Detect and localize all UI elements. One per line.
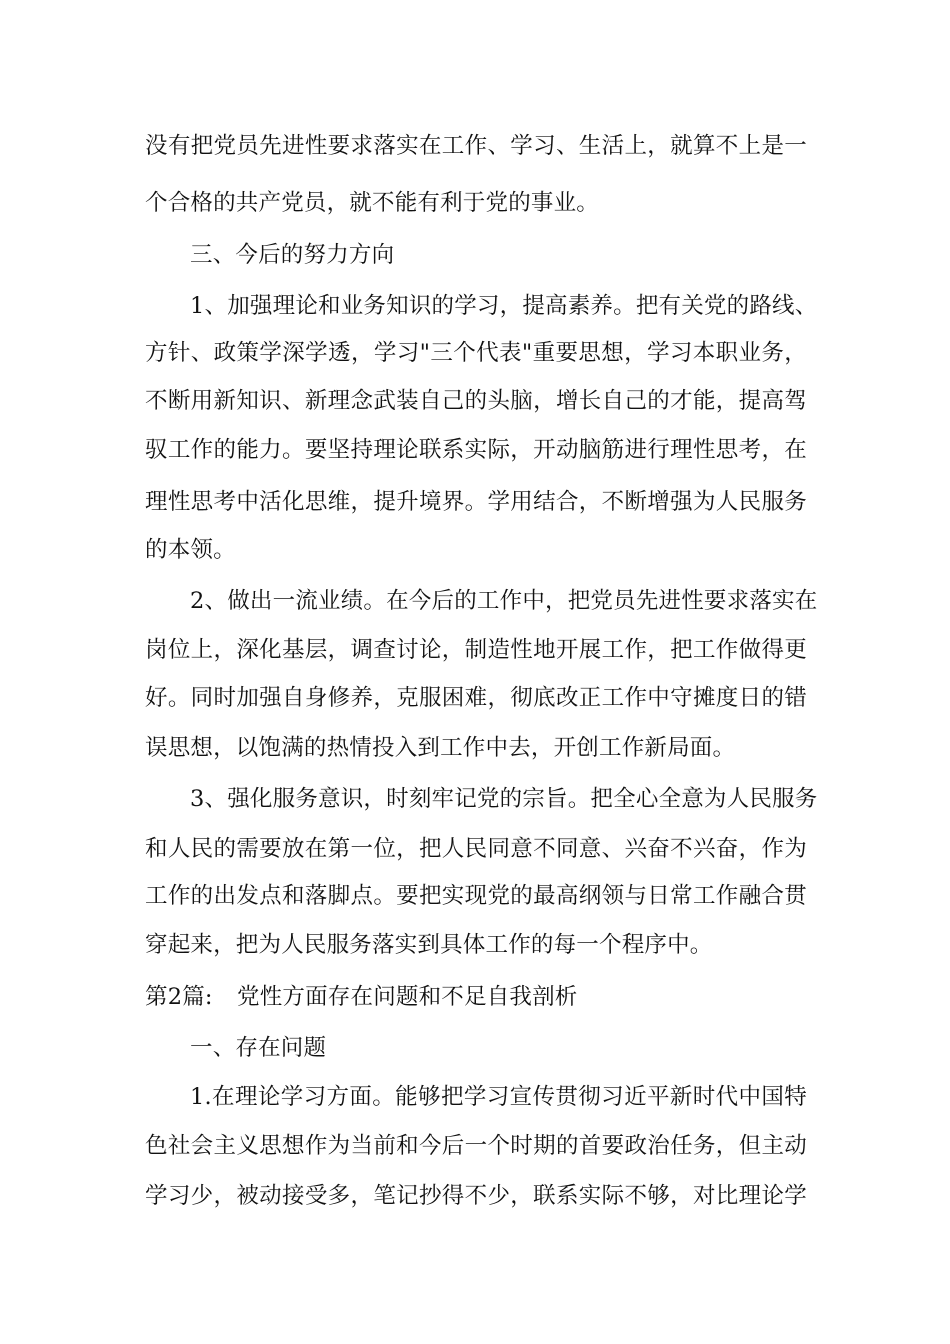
paragraph-line: 驭工作的能力。要坚持理论联系实际，开动脑筋进行理性思考，在	[145, 437, 807, 463]
paragraph-line: 方针、政策学深学透，学习"三个代表"重要思想，学习本职业务，	[145, 340, 807, 366]
paragraph-line: 个合格的共产党员，就不能有利于党的事业。	[145, 190, 600, 216]
chapter-title: 党性方面存在问题和不足自我剖析	[237, 984, 578, 1010]
chapter-label: 第2篇:	[145, 984, 213, 1010]
paragraph-line: 岗位上，深化基层，调查讨论，制造性地开展工作，把工作做得更	[145, 637, 807, 663]
paragraph-line: 2、做出一流业绩。在今后的工作中，把党员先进性要求落实在	[190, 588, 818, 614]
paragraph-line: 色社会主义思想作为当前和今后一个时期的首要政治任务，但主动	[145, 1133, 807, 1159]
paragraph-line: 误思想，以饱满的热情投入到工作中去，开创工作新局面。	[145, 735, 736, 761]
section-heading: 三、今后的努力方向	[190, 242, 395, 268]
paragraph-line: 和人民的需要放在第一位，把人民同意不同意、兴奋不兴奋，作为	[145, 836, 807, 862]
paragraph-line: 学习少，被动接受多，笔记抄得不少，联系实际不够，对比理论学	[145, 1183, 807, 1209]
paragraph-line: 理性思考中活化思维，提升境界。学用结合，不断增强为人民服务	[145, 489, 807, 515]
paragraph-line: 穿起来，把为人民服务落实到具体工作的每一个程序中。	[145, 932, 713, 958]
section-heading: 一、存在问题	[190, 1035, 327, 1061]
paragraph-line: 没有把党员先进性要求落实在工作、学习、生活上，就算不上是一	[145, 133, 807, 159]
paragraph-line: 的本领。	[145, 537, 236, 563]
chapter-heading	[145, 982, 578, 1012]
paragraph-line: 1、加强理论和业务知识的学习，提高素养。把有关党的路线、	[190, 293, 818, 319]
paragraph-line: 好。同时加强自身修养，克服困难，彻底改正工作中守摊度日的错	[145, 685, 807, 711]
paragraph-line: 不断用新知识、新理念武装自己的头脑，增长自己的才能，提高驾	[145, 388, 807, 414]
paragraph-line: 3、强化服务意识，时刻牢记党的宗旨。把全心全意为人民服务	[190, 786, 818, 812]
paragraph-line: 工作的出发点和落脚点。要把实现党的最高纲领与日常工作融合贯	[145, 883, 807, 909]
paragraph-line: 1.在理论学习方面。能够把学习宣传贯彻习近平新时代中国特	[190, 1084, 807, 1110]
